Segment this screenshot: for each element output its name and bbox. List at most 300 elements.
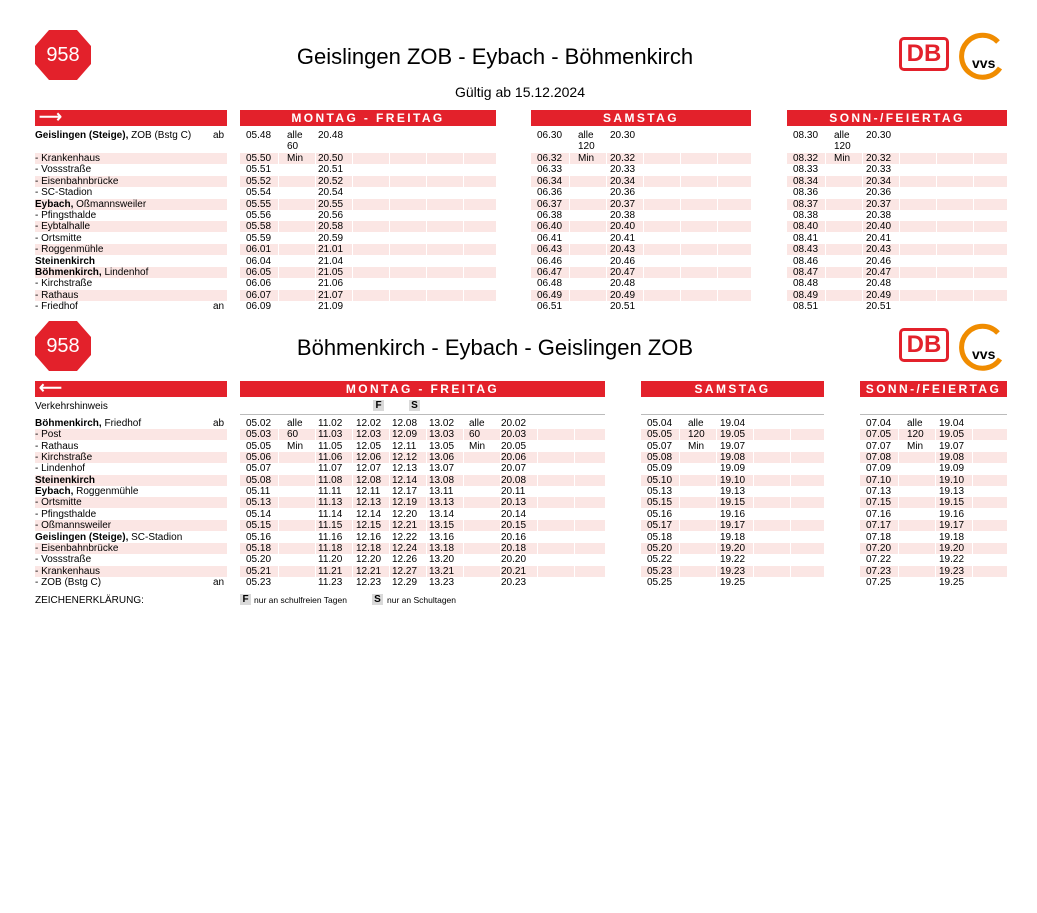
column-divider	[862, 127, 863, 312]
time-cell: 20.49	[866, 289, 892, 301]
time-cell: 19.20	[720, 542, 746, 554]
row-stripe	[787, 199, 1007, 210]
time-cell: 07.16	[866, 508, 892, 520]
time-cell: 12.18	[356, 542, 382, 554]
column-divider	[569, 127, 570, 312]
time-cell: 120	[834, 141, 851, 152]
stop-name-rest: - ZOB (Bstg C)	[35, 576, 102, 588]
legend-s-text: nur an Schultagen	[387, 595, 456, 605]
stop-name	[35, 486, 210, 497]
time-cell: 20.48	[318, 130, 344, 141]
stop-name-rest: Lindenhof	[101, 267, 149, 278]
time-cell: 05.07	[246, 463, 272, 475]
time-cell: 20.32	[866, 153, 892, 164]
row-stripe	[240, 520, 605, 531]
time-cell: 08.40	[793, 221, 819, 233]
time-cell: 06.09	[246, 301, 272, 313]
time-cell: 20.37	[610, 198, 636, 210]
time-cell: 05.50	[246, 153, 272, 164]
stop-name	[35, 429, 210, 440]
time-cell: 06.05	[246, 267, 272, 278]
stop-tag: an	[213, 301, 225, 313]
time-cell: 11.16	[318, 531, 343, 543]
time-cell: 07.18	[866, 531, 892, 543]
divider	[860, 414, 1007, 415]
time-cell: 20.40	[610, 221, 636, 233]
time-cell: 08.36	[793, 187, 819, 199]
day-header-sunday: SONN-/FEIERTAG	[860, 381, 1007, 397]
time-cell: 07.17	[866, 520, 892, 532]
legend-s-mark: S	[372, 594, 383, 605]
column-divider	[972, 415, 973, 590]
time-cell: 12.05	[356, 440, 382, 452]
stop-name-rest: - Oßmannsweiler	[35, 520, 112, 532]
time-cell: 06.30	[537, 130, 563, 141]
time-cell: 12.22	[392, 531, 418, 543]
time-cell: 08.33	[793, 164, 819, 176]
time-cell: 06.01	[246, 244, 272, 256]
time-cell: 19.07	[939, 440, 965, 452]
row-stripe	[240, 566, 605, 577]
time-cell: 20.41	[866, 232, 892, 244]
time-cell: 07.13	[866, 486, 892, 498]
line-number: 958	[46, 44, 80, 66]
time-cell: 13.14	[429, 508, 455, 520]
time-cell: 20.34	[866, 175, 892, 187]
time-cell: 07.15	[866, 497, 892, 509]
time-cell: 06.37	[537, 198, 563, 210]
time-cell: 05.59	[246, 232, 272, 244]
time-cell: 19.13	[720, 486, 746, 498]
time-cell: Min	[578, 153, 595, 164]
time-cell: 13.05	[429, 440, 455, 452]
column-divider	[278, 415, 279, 590]
stop-name-rest: - Eybtalhalle	[35, 221, 91, 233]
time-cell: 19.15	[939, 497, 965, 509]
time-cell: 20.34	[610, 175, 636, 187]
stop-name-bold: Böhmenkirch,	[35, 267, 102, 278]
row-stripe	[531, 221, 751, 232]
time-cell: 05.08	[647, 452, 673, 464]
time-cell: alle	[578, 130, 594, 141]
time-cell: 05.18	[246, 542, 272, 554]
time-cell: 60	[287, 141, 299, 152]
row-stripe	[531, 290, 751, 301]
time-cell: 19.22	[939, 554, 965, 566]
time-cell: Min	[287, 153, 304, 164]
time-cell: 20.06	[501, 452, 527, 464]
db-logo-text: DB	[906, 331, 942, 358]
time-cell: 19.23	[939, 565, 965, 577]
stop-name-rest: SC-Stadion	[128, 531, 183, 543]
time-cell: 07.04	[866, 418, 892, 429]
time-cell: 05.18	[647, 531, 673, 543]
time-cell: 20.43	[610, 244, 636, 256]
stop-name	[35, 566, 210, 577]
stop-name	[35, 441, 210, 452]
time-cell: 07.07	[866, 440, 892, 452]
day-header-saturday: SAMSTAG	[531, 110, 751, 126]
stop-tag: an	[213, 576, 225, 588]
time-cell: 05.15	[647, 497, 673, 509]
day-header-saturday: SAMSTAG	[641, 381, 824, 397]
day-header-weekday: MONTAG - FREITAG	[240, 110, 496, 126]
time-cell: 21.09	[318, 301, 344, 313]
row-stripe	[787, 176, 1007, 187]
stop-name-rest: - Lindenhof	[35, 463, 86, 475]
time-cell: 19.08	[720, 452, 746, 464]
stop-name	[35, 176, 210, 187]
time-cell: 06.07	[246, 289, 272, 301]
time-cell: 20.30	[866, 130, 892, 141]
column-divider	[315, 127, 316, 312]
time-cell: 12.27	[392, 565, 418, 577]
legend-f-mark: F	[240, 594, 251, 605]
time-cell: 20.03	[501, 429, 527, 441]
time-cell: 13.13	[429, 497, 455, 509]
time-cell: 08.30	[793, 130, 819, 141]
time-cell: 19.05	[939, 429, 965, 441]
time-cell: Min	[469, 440, 486, 452]
stop-name-rest: Oßmannsweiler	[73, 198, 147, 210]
stop-name	[35, 221, 210, 232]
time-cell: 12.21	[392, 520, 418, 532]
time-cell: 05.21	[246, 565, 272, 577]
time-cell: 13.23	[429, 576, 455, 588]
time-cell: 12.09	[392, 429, 418, 441]
divider	[240, 414, 605, 415]
time-cell: 19.10	[720, 474, 746, 486]
time-cell: 05.05	[246, 440, 272, 452]
time-cell: 05.25	[647, 576, 673, 588]
stop-name-rest: - Eisenbahnbrücke	[35, 175, 119, 187]
time-cell: 06.06	[246, 278, 272, 290]
time-cell: 20.37	[866, 198, 892, 210]
stop-name-rest: - Krankenhaus	[35, 153, 101, 164]
time-cell: 19.16	[720, 508, 746, 520]
column-divider	[898, 415, 899, 590]
time-cell: 06.51	[537, 301, 563, 313]
time-cell: 20.33	[610, 164, 636, 176]
time-cell: 05.08	[246, 474, 272, 486]
stop-name-bold: Eybach,	[35, 486, 74, 498]
time-cell: 19.08	[939, 452, 965, 464]
time-cell: 12.06	[356, 452, 382, 464]
time-cell: 08.41	[793, 232, 819, 244]
time-cell: 12.17	[392, 486, 418, 498]
time-cell: 11.06	[318, 452, 343, 464]
stop-name-bold: Steinenkirch	[35, 255, 96, 267]
time-cell: 12.16	[356, 531, 382, 543]
stop-name	[35, 153, 210, 164]
line-number: 958	[46, 335, 80, 357]
time-cell: 11.07	[318, 463, 343, 475]
time-cell: 11.14	[318, 508, 343, 520]
time-cell: 05.04	[647, 418, 673, 429]
time-cell: 12.12	[392, 452, 418, 464]
stop-tag: ab	[213, 418, 225, 429]
time-cell: 19.25	[720, 576, 746, 588]
time-cell: 12.13	[392, 463, 418, 475]
time-cell: 06.49	[537, 289, 563, 301]
time-cell: 05.05	[647, 429, 673, 441]
time-cell: 08.37	[793, 198, 819, 210]
column-divider	[463, 127, 464, 312]
time-cell: 19.18	[939, 531, 965, 543]
time-cell: 05.15	[246, 520, 272, 532]
column-divider	[389, 127, 390, 312]
time-cell: 12.29	[392, 576, 418, 588]
stop-name	[35, 452, 210, 463]
time-cell: 20.51	[318, 164, 344, 176]
time-cell: 05.09	[647, 463, 673, 475]
school-free-mark: F	[373, 400, 384, 411]
time-cell: 20.51	[866, 301, 892, 313]
column-divider	[463, 415, 464, 590]
row-stripe	[531, 244, 751, 255]
time-cell: 60	[469, 429, 481, 441]
time-cell: 20.14	[501, 508, 527, 520]
time-cell: 20.11	[501, 486, 526, 498]
stop-name-bold: Steinenkirch	[35, 474, 96, 486]
stop-name	[35, 164, 210, 175]
time-cell: 12.07	[356, 463, 382, 475]
time-cell: 08.49	[793, 289, 819, 301]
row-stripe	[240, 543, 605, 554]
time-cell: Min	[834, 153, 851, 164]
stop-name-rest: - Ortsmitte	[35, 497, 82, 509]
time-cell: 05.22	[647, 554, 673, 566]
time-cell: 11.05	[318, 440, 343, 452]
db-logo-text: DB	[906, 40, 942, 67]
time-cell: 19.16	[939, 508, 965, 520]
time-cell: 08.48	[793, 278, 819, 290]
time-cell: 07.23	[866, 565, 892, 577]
time-cell: 20.58	[318, 221, 344, 233]
time-cell: 19.25	[939, 576, 965, 588]
time-cell: 05.58	[246, 221, 272, 233]
time-cell: 07.10	[866, 474, 892, 486]
time-cell: 20.16	[501, 531, 527, 543]
time-cell: 05.48	[246, 130, 272, 141]
stop-name	[35, 199, 210, 210]
stop-name	[35, 278, 210, 289]
time-cell: 08.32	[793, 153, 819, 164]
time-cell: 21.01	[318, 244, 344, 256]
time-cell: 06.38	[537, 210, 563, 221]
column-divider	[825, 127, 826, 312]
time-cell: 12.14	[356, 508, 382, 520]
row-stripe	[787, 221, 1007, 232]
time-cell: 12.15	[356, 520, 382, 532]
column-divider	[935, 415, 936, 590]
vvs-logo-text: vvs	[972, 55, 996, 71]
time-cell: 60	[287, 429, 299, 441]
time-cell: alle	[287, 418, 303, 429]
time-cell: 12.02	[356, 418, 382, 429]
time-cell: 06.40	[537, 221, 563, 233]
column-divider	[899, 127, 900, 312]
column-divider	[574, 415, 575, 590]
time-cell: 11.21	[318, 565, 343, 577]
time-cell: 05.02	[246, 418, 272, 429]
time-cell: 06.04	[246, 255, 272, 267]
time-cell: 07.25	[866, 576, 892, 588]
divider	[641, 414, 824, 415]
time-cell: 20.51	[610, 301, 636, 313]
time-cell: 05.16	[246, 531, 272, 543]
time-cell: 05.17	[647, 520, 673, 532]
time-cell: 05.54	[246, 187, 272, 199]
time-cell: 11.02	[318, 418, 343, 429]
row-stripe	[240, 475, 605, 486]
time-cell: 06.34	[537, 175, 563, 187]
time-cell: 05.23	[246, 576, 272, 588]
time-cell: 13.02	[429, 418, 455, 429]
time-cell: 12.03	[356, 429, 382, 441]
column-divider	[716, 415, 717, 590]
time-cell: 13.20	[429, 554, 455, 566]
time-cell: 13.18	[429, 542, 455, 554]
time-cell: 19.10	[939, 474, 965, 486]
time-cell: 20.38	[866, 210, 892, 221]
time-cell: 21.04	[318, 255, 344, 267]
time-cell: 19.20	[939, 542, 965, 554]
day-header-sunday: SONN-/FEIERTAG	[787, 110, 1007, 126]
direction-arrow-icon: ⟵	[35, 381, 227, 397]
time-cell: 20.21	[501, 565, 527, 577]
row-stripe	[787, 244, 1007, 255]
time-cell: 19.05	[720, 429, 746, 441]
time-cell: 20.38	[610, 210, 636, 221]
row-stripe	[787, 153, 1007, 164]
stop-name-rest: - Post	[35, 429, 62, 441]
time-cell: 07.08	[866, 452, 892, 464]
time-cell: 21.05	[318, 267, 344, 278]
stop-name	[35, 301, 210, 312]
stop-name	[35, 543, 210, 554]
row-stripe	[531, 267, 751, 278]
time-cell: 08.34	[793, 175, 819, 187]
stop-name	[35, 244, 210, 255]
time-cell: 12.14	[392, 474, 418, 486]
time-cell: 13.11	[429, 486, 454, 498]
time-cell: 19.04	[720, 418, 746, 429]
stop-name	[35, 463, 210, 474]
db-logo-icon	[899, 328, 949, 362]
time-cell: 120	[688, 429, 705, 441]
stop-name-rest: - Friedhof	[35, 301, 78, 313]
time-cell: 11.20	[318, 554, 343, 566]
time-cell: 05.23	[647, 565, 673, 577]
time-cell: Min	[907, 440, 924, 452]
time-cell: 19.23	[720, 565, 746, 577]
stop-name	[35, 577, 210, 588]
time-cell: 120	[907, 429, 924, 441]
time-cell: 19.13	[939, 486, 965, 498]
time-cell: 19.17	[939, 520, 965, 532]
time-cell: 20.50	[318, 153, 344, 164]
column-divider	[426, 127, 427, 312]
time-cell: 06.41	[537, 232, 563, 244]
row-stripe	[240, 452, 605, 463]
time-cell: 20.07	[501, 463, 527, 475]
time-cell: 08.47	[793, 267, 819, 278]
time-cell: 20.02	[501, 418, 527, 429]
time-cell: 20.47	[610, 267, 636, 278]
time-cell: 06.43	[537, 244, 563, 256]
time-cell: 05.06	[246, 452, 272, 464]
time-cell: 12.11	[356, 486, 381, 498]
time-cell: 05.10	[647, 474, 673, 486]
time-cell: 11.23	[318, 576, 343, 588]
column-divider	[315, 415, 316, 590]
column-divider	[936, 127, 937, 312]
time-cell: 20.47	[866, 267, 892, 278]
time-cell: 07.22	[866, 554, 892, 566]
row-stripe	[531, 153, 751, 164]
time-cell: 05.52	[246, 175, 272, 187]
time-cell: 11.03	[318, 429, 343, 441]
time-cell: 20.36	[610, 187, 636, 199]
stop-name-rest: - Rathaus	[35, 289, 79, 301]
time-cell: 19.09	[720, 463, 746, 475]
time-cell: 12.24	[392, 542, 418, 554]
time-cell: 13.16	[429, 531, 455, 543]
stop-name-rest: ZOB (Bstg C)	[128, 130, 192, 141]
time-cell: 19.09	[939, 463, 965, 475]
time-cell: 20.55	[318, 198, 344, 210]
stop-name-rest: - Vossstraße	[35, 164, 92, 176]
stop-name-bold: Geislingen (Steige),	[35, 130, 129, 141]
column-divider	[680, 127, 681, 312]
stop-name	[35, 418, 210, 429]
time-cell: 12.19	[392, 497, 418, 509]
stop-name-rest: - Kirchstraße	[35, 278, 93, 290]
stop-name-rest: - Eisenbahnbrücke	[35, 542, 119, 554]
column-divider	[753, 415, 754, 590]
time-cell: 12.20	[392, 508, 418, 520]
column-divider	[352, 127, 353, 312]
time-cell: 08.51	[793, 301, 819, 313]
time-cell: 13.08	[429, 474, 455, 486]
time-cell: 20.33	[866, 164, 892, 176]
stop-name	[35, 509, 210, 520]
time-cell: 12.13	[356, 497, 382, 509]
stop-name-bold: Eybach,	[35, 198, 74, 210]
time-cell: 20.23	[501, 576, 527, 588]
column-divider	[679, 415, 680, 590]
time-cell: alle	[287, 130, 303, 141]
time-cell: 05.20	[246, 554, 272, 566]
stop-tag: ab	[213, 130, 225, 141]
day-header-weekday: MONTAG - FREITAG	[240, 381, 605, 397]
stop-name	[35, 233, 210, 244]
time-cell: 12.11	[392, 440, 417, 452]
time-cell: alle	[834, 130, 850, 141]
school-day-mark: S	[409, 400, 420, 411]
legend-f-text: nur an schulfreien Tagen	[254, 595, 347, 605]
time-cell: 08.38	[793, 210, 819, 221]
time-cell: 19.22	[720, 554, 746, 566]
time-cell: 12.08	[392, 418, 418, 429]
time-cell: 20.46	[610, 255, 636, 267]
column-divider	[389, 415, 390, 590]
row-stripe	[531, 199, 751, 210]
row-stripe	[787, 267, 1007, 278]
time-cell: 20.48	[610, 278, 636, 290]
column-divider	[790, 415, 791, 590]
